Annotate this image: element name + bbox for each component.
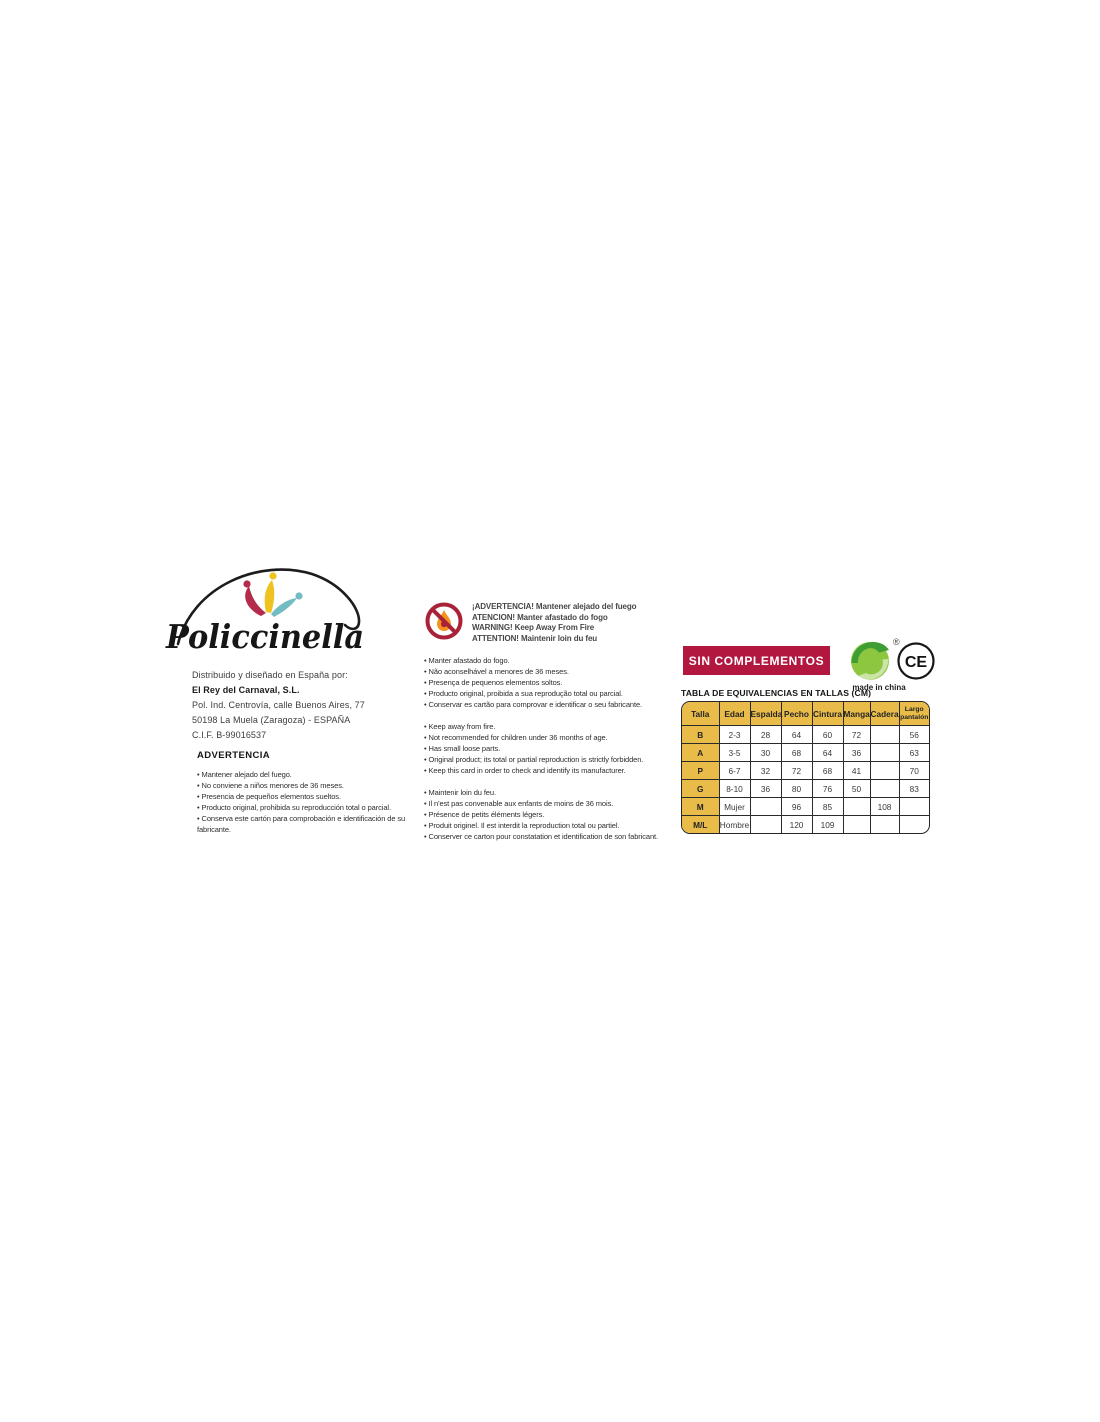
size-cell: 85	[812, 798, 843, 816]
warning-item-en: • Keep this card in order to check and identify its manufacturer.	[424, 766, 626, 775]
advertencia-title: ADVERTENCIA	[197, 750, 271, 761]
size-cell: 72	[843, 726, 870, 744]
size-cell: 6-7	[719, 762, 750, 780]
no-fire-icon	[424, 601, 464, 641]
size-cell: 3-5	[719, 744, 750, 762]
distributor-address: Pol. Ind. Centrovía, calle Buenos Aires, 77	[192, 700, 365, 710]
warning-list-pt	[424, 655, 680, 710]
size-table-row	[682, 816, 929, 834]
size-cell: 8-10	[719, 780, 750, 798]
size-table-row	[682, 798, 929, 816]
size-cell: 64	[781, 726, 812, 744]
size-table-row	[682, 762, 929, 780]
green-dot-recycling-icon	[849, 635, 901, 683]
warnings-column	[424, 601, 680, 842]
warning-item-fr: • Maintenir loin du feu.	[424, 788, 496, 797]
warning-header-line: ¡ADVERTENCIA! Mantener alejado del fuego	[472, 602, 637, 611]
size-cell-talla: M/L	[682, 816, 719, 834]
size-cell: 60	[812, 726, 843, 744]
size-cell-talla: M	[682, 798, 719, 816]
warning-list-es	[197, 769, 415, 835]
size-cell: 36	[843, 744, 870, 762]
size-cell: 108	[870, 798, 899, 816]
warning-item-fr: • Produit originel. Il est interdit la reproduction total ou partiel.	[424, 821, 620, 830]
size-cell: 68	[812, 762, 843, 780]
warning-header-line: WARNING! Keep Away From Fire	[472, 623, 595, 632]
warning-item-fr: • Il n'est pas convenable aux enfants de moins de 36 mois.	[424, 799, 614, 808]
size-cell: 36	[750, 780, 781, 798]
size-cell	[750, 816, 781, 834]
size-cell: 28	[750, 726, 781, 744]
size-cell	[843, 798, 870, 816]
size-cell	[870, 762, 899, 780]
distributor-intro: Distribuido y diseñado en España por:	[192, 670, 348, 680]
size-cell: 120	[781, 816, 812, 834]
warning-item-es: • Presencia de pequeños elementos sueltos.	[197, 792, 341, 801]
size-cell	[870, 744, 899, 762]
size-table-header: Manga	[843, 702, 870, 726]
warning-item-en: • Not recommended for children under 36 months of age.	[424, 733, 608, 742]
distributor-company: El Rey del Carnaval, S.L.	[192, 685, 300, 695]
distributor-info	[192, 668, 427, 743]
warning-item-fr: • Conserver ce carton pour constatation et identification de son fabricant.	[424, 832, 659, 841]
size-table-title: TABLA DE EQUIVALENCIAS EN TALLAS (CM)	[681, 688, 872, 698]
size-cell: 32	[750, 762, 781, 780]
advertencia-section	[197, 750, 415, 835]
size-cell: Mujer	[719, 798, 750, 816]
warning-header-line: ATTENTION! Maintenir loin du feu	[472, 633, 598, 643]
size-cell	[870, 726, 899, 744]
distributor-cif: C.I.F. B-99016537	[192, 730, 267, 740]
warning-item-en: • Keep away from fire.	[424, 722, 496, 731]
size-table-header: Cintura	[812, 702, 843, 726]
size-cell	[870, 816, 899, 834]
size-cell	[870, 780, 899, 798]
size-cell: 96	[781, 798, 812, 816]
size-table-header: Pecho	[781, 702, 812, 726]
warning-header-row	[424, 601, 680, 644]
size-table-header: Largo pantalón	[899, 702, 929, 726]
warning-item-pt: • Não aconselhável a menores de 36 meses.	[424, 667, 569, 676]
warning-item-en: • Original product; its total or partial reproduction is strictly forbidden.	[424, 755, 644, 764]
distributor-city: 50198 La Muela (Zaragoza) - ESPAÑA	[192, 715, 351, 725]
warning-item-pt: • Producto original, proibida a sua reprodução total ou parcial.	[424, 689, 623, 698]
size-cell: Hombre	[719, 816, 750, 834]
warning-item-en: • Has small loose parts.	[424, 744, 501, 753]
warning-item-es: • Conserva este cartón para comprobación e identificación de su fabricante.	[197, 814, 406, 834]
size-cell: 63	[899, 744, 929, 762]
size-cell	[750, 798, 781, 816]
size-cell: 2-3	[719, 726, 750, 744]
size-cell: 56	[899, 726, 929, 744]
warning-item-pt: • Conservar es cartão para comprovar e identificar o seu fabricante.	[424, 700, 643, 709]
size-equivalence-table	[682, 702, 929, 833]
size-cell	[899, 816, 929, 834]
size-table-header: Cadera	[870, 702, 899, 726]
registered-mark: ®	[893, 637, 900, 647]
size-cell: 41	[843, 762, 870, 780]
size-cell-talla: P	[682, 762, 719, 780]
size-cell-talla: A	[682, 744, 719, 762]
size-table-row	[682, 780, 929, 798]
size-cell: 30	[750, 744, 781, 762]
policcinella-logo	[164, 556, 372, 662]
brand-name: Policcinella	[165, 617, 364, 656]
size-cell: 83	[899, 780, 929, 798]
sin-complementos-badge	[683, 646, 830, 675]
size-cell: 70	[899, 762, 929, 780]
warning-header	[472, 601, 636, 644]
warning-header-line: ATENCION! Manter afastado do fogo	[472, 612, 608, 622]
warning-item-pt: • Presença de pequenos elementos soltos.	[424, 678, 563, 687]
size-table-header: Espalda	[750, 702, 781, 726]
size-table	[681, 701, 930, 834]
size-cell	[843, 816, 870, 834]
warning-item-pt: • Manter afastado do fogo.	[424, 656, 510, 665]
size-cell-talla: B	[682, 726, 719, 744]
warning-item-fr: • Présence de petits éléments légers.	[424, 810, 545, 819]
made-in-label: made in china	[852, 683, 906, 692]
size-cell: 80	[781, 780, 812, 798]
warning-item-es: • Mantener alejado del fuego.	[197, 770, 292, 779]
size-cell: 72	[781, 762, 812, 780]
warning-list-fr	[424, 787, 680, 842]
size-cell: 76	[812, 780, 843, 798]
size-cell	[899, 798, 929, 816]
badge-label: SIN COMPLEMENTOS	[688, 653, 825, 668]
size-cell: 109	[812, 816, 843, 834]
size-table-header: Talla	[682, 702, 719, 726]
size-table-row	[682, 744, 929, 762]
ce-mark-icon	[896, 641, 936, 681]
size-cell: 68	[781, 744, 812, 762]
size-cell: 64	[812, 744, 843, 762]
ce-text: CE	[904, 654, 928, 671]
size-cell-talla: G	[682, 780, 719, 798]
size-table-header-row	[682, 702, 929, 726]
size-table-row	[682, 726, 929, 744]
warning-list-en	[424, 721, 680, 776]
size-table-header: Edad	[719, 702, 750, 726]
size-cell: 50	[843, 780, 870, 798]
jester-hat-icon	[243, 572, 302, 617]
warning-item-es: • Producto original, prohibida su reproducción total o parcial.	[197, 803, 391, 812]
warning-item-es: • No conviene a niños menores de 36 meses.	[197, 781, 344, 790]
